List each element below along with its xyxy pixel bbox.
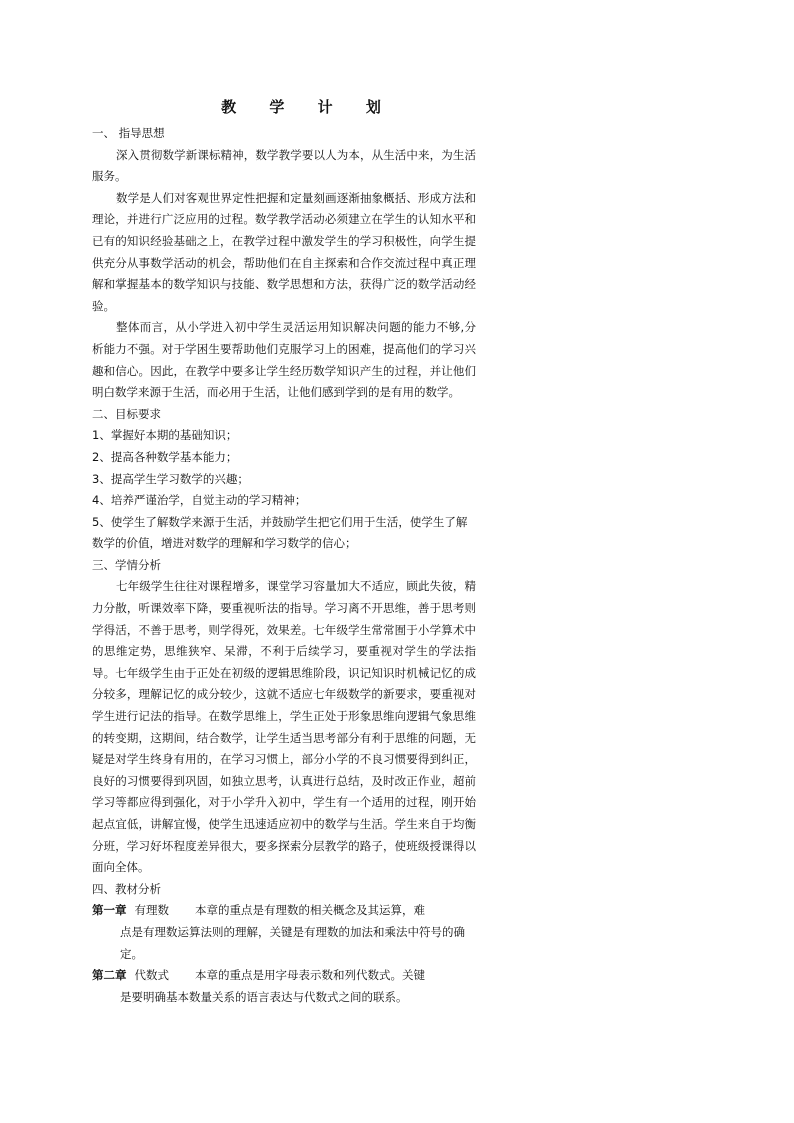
paragraph: 数学是人们对客观世界定性把握和定量刻画逐渐抽象概括、形成方法和理论，并进行广泛应用的过程。数学教学活动必须建立在学生的认知水平和已有的知识经验基础之上，在教学过程中激发学生的学习积极性，向学生提供充分从事数学活动的机会，帮助他们在自主探索和合作交流过程中真正理解和掌握基本的数学知识与技能、数学思想和方法，获得广泛的数学活动经验。	[92, 190, 476, 313]
chapter-name: 第一章	[92, 903, 127, 918]
goals-list	[92, 425, 476, 555]
chapter-description-continued: 点是有理数运算法则的理解，关键是有理数的加法和乘法中符号的确定。	[120, 924, 465, 961]
section-heading-goals: 二、目标要求	[92, 406, 161, 421]
document-page	[92, 96, 476, 1008]
chapter-name: 第二章	[92, 968, 127, 983]
paragraph: 整体而言，从小学进入初中学生灵活运用知识解决问题的能力不够,分析能力不强。对于学困生要帮助他们克服学习上的困难，提高他们的学习兴趣和信心。因此，在教学中要多让学生经历数学知识产生的过程，并让他们明白数学来源于生活，而必用于生活，让他们感到学到的是有用的数学。	[92, 320, 476, 400]
section-heading-student-analysis: 三、学情分析	[92, 557, 161, 572]
chapter-topic: 有理数	[134, 903, 169, 918]
chapter-topic: 代数式	[134, 968, 169, 983]
section-heading-guiding-ideology: 一、 指导思想	[92, 126, 165, 140]
chapter-entry	[92, 965, 476, 1008]
chapter-description: 本章的重点是用字母表示数和列代数式。关键	[195, 968, 425, 983]
chapter-entry	[92, 900, 476, 965]
list-item: 1、掌握好本期的基础知识；	[92, 428, 238, 443]
paragraph: 深入贯彻数学新课标精神，数学教学要以人为本，从生活中来，为生活服务。	[92, 147, 476, 184]
chapter-description-continued: 是要明确基本数量关系的语言表达与代数式之间的联系。	[120, 989, 408, 1004]
page-title: 教 学 计 划	[221, 98, 395, 116]
list-item: 3、提高学生学习数学的兴趣；	[92, 471, 249, 486]
list-item: 2、提高各种数学基本能力；	[92, 449, 238, 464]
list-item: 4、培养严谨治学，自觉主动的学习精神；	[92, 493, 307, 508]
chapter-description: 本章的重点是有理数的相关概念及其运算，难	[195, 903, 425, 918]
section-heading-textbook-analysis: 四、教材分析	[92, 881, 161, 896]
list-item: 5、使学生了解数学来源于生活，并鼓励学生把它们用于生活，使学生了解数学的价值，增进对数学的理解和学习数学的信心；	[92, 514, 468, 551]
paragraph: 七年级学生往往对课程增多，课堂学习容量加大不适应，顾此失彼，精力分散，听课效率下降，要重视听法的指导。学习离不开思维，善于思考则学得活，不善于思考，则学得死，效果差。七年级学生常常囿于小学算术中的思维定势，思维狭窄、呆滞，不利于后续学习，要重视对学生的学法指导。七年级学生由于正处在初级的逻辑思维阶段，识记知识时机械记忆的成分较多，理解记忆的成分较少，这就不适应七年级数学的新要求，要重视对学生进行记法的指导。在数学思维上，学生正处于形象思维向逻辑气象思维的转变期，这期间，结合数学，让学生适当思考部分有利于思维的问题，无疑是对学生终身有用的，在学习习惯上，部分小学的不良习惯要得到纠正，良好的习惯要得到巩固，如独立思考，认真进行总结，及时改正作业，超前学习等都应得到强化，对于小学升入初中，学生有一个适用的过程，刚开始起点宜低，讲解宜慢，使学生迅速适应初中的数学与生活。学生来自于均衡分班，学习好坏程度差异很大，要多探索分层教学的路子，使班级授课得以面向全体。	[92, 579, 476, 875]
